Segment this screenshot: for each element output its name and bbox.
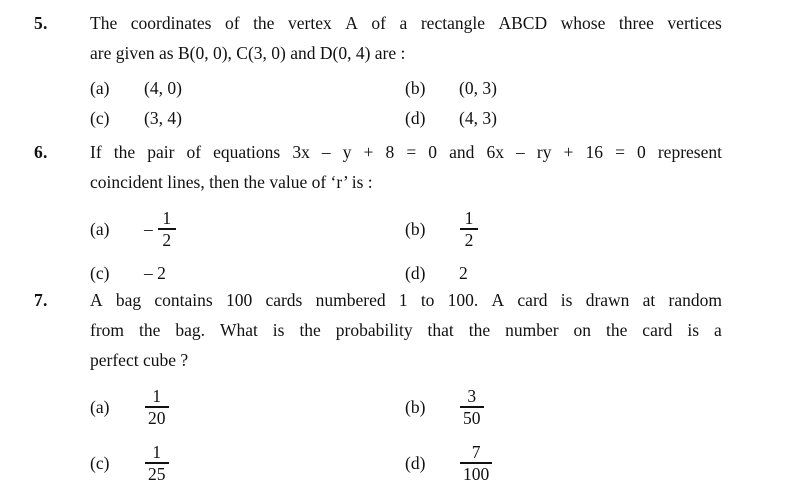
question-5-option-d-value: (4, 3) [459,108,497,128]
fraction-numerator: 3 [467,386,477,406]
question-5-options-row-1 [90,74,722,104]
question-6-option-a-label: (a) [90,219,110,240]
question-6-option-a-fraction [158,209,176,249]
fraction-numerator: 1 [152,386,162,406]
question-7-option-a[interactable] [90,387,170,427]
fraction-numerator: 1 [162,208,172,228]
fraction-numerator: 1 [152,442,162,462]
question-5-option-c-label: (c) [90,108,110,128]
question-6-option-d-label: (d) [405,263,426,283]
question-5-option-c-value: (3, 4) [144,108,182,128]
question-7-option-d[interactable] [405,443,493,483]
question-7-option-c[interactable] [90,443,170,483]
question-7-body [90,285,722,495]
question-6-option-b[interactable] [405,209,479,249]
question-7-option-a-value [144,387,170,427]
question-5-number: 5. [34,13,48,33]
question-7-number: 7. [34,290,48,310]
question-7-stem-line-1: A bag contains 100 cards numbered 1 to 100. A card is drawn at random [90,290,722,310]
question-6-option-b-fraction [460,209,478,249]
question-5-stem-line-2: are given as B(0, 0), C(3, 0) and D(0, 4) are : [90,43,406,63]
question-6-option-d-value: 2 [459,263,468,283]
question-7-option-d-label: (d) [405,453,426,474]
question-6-option-b-value [459,209,479,249]
question-5-option-a[interactable] [90,74,182,102]
question-5-stem-line-1: The coordinates of the vertex A of a rectangle ABCD whose three vertices [90,13,722,33]
question-5-stem [90,8,722,68]
question-6-options-row-1 [90,201,722,259]
question-7-option-b-value [459,387,485,427]
question-5-option-a-label: (a) [90,78,110,98]
question-5-option-d-label: (d) [405,108,426,128]
question-5-options-row-2 [90,104,722,134]
question-5-option-b-label: (b) [405,78,426,98]
question-6-stem-line-2: coincident lines, then the value of ‘r’ is : [90,172,373,192]
question-7-option-d-value [459,443,493,483]
question-7-stem [90,285,722,375]
question-7-options-row-2 [90,437,722,495]
question-6-body [90,137,722,289]
question-5-option-d[interactable] [405,104,497,132]
fraction-denominator: 25 [148,463,166,484]
question-6-option-c-value: – 2 [144,263,166,283]
question-7-stem-line-2: from the bag. What is the probability that the number on the card is a [90,320,722,340]
question-7-options-row-1 [90,379,722,437]
question-6-stem-line-1: If the pair of equations 3x – y + 8 = 0 and 6x – ry + 16 = 0 represent [90,142,722,162]
question-6-option-a-value [144,209,177,249]
question-7-option-c-fraction [145,443,169,483]
question-6-number: 6. [34,142,48,162]
question-7-option-c-value [144,443,170,483]
question-6-option-c[interactable] [90,259,166,287]
question-6-option-d[interactable] [405,259,468,287]
question-5-option-b[interactable] [405,74,497,102]
question-6-option-a-sign: – [144,219,153,240]
question-7-option-c-label: (c) [90,453,110,474]
question-7-option-b[interactable] [405,387,485,427]
question-7-option-b-fraction [460,387,484,427]
question-5-body [90,8,722,134]
fraction-denominator: 2 [162,229,172,250]
question-5-option-c[interactable] [90,104,182,132]
question-7-option-d-fraction [460,443,492,483]
question-7-option-a-label: (a) [90,397,110,418]
question-6-option-c-label: (c) [90,263,110,283]
question-5-option-b-value: (0, 3) [459,78,497,98]
fraction-denominator: 100 [463,463,490,484]
question-6-option-b-label: (b) [405,219,426,240]
question-7-stem-line-3: perfect cube ? [90,350,189,370]
question-6-option-a[interactable] [90,209,177,249]
question-7-option-b-label: (b) [405,397,426,418]
question-6-stem [90,137,722,197]
fraction-denominator: 20 [148,407,166,428]
question-5-option-a-value: (4, 0) [144,78,182,98]
question-7-option-a-fraction [145,387,169,427]
fraction-numerator: 1 [464,208,474,228]
fraction-numerator: 7 [471,442,481,462]
fraction-denominator: 50 [463,407,481,428]
fraction-denominator: 2 [464,229,474,250]
